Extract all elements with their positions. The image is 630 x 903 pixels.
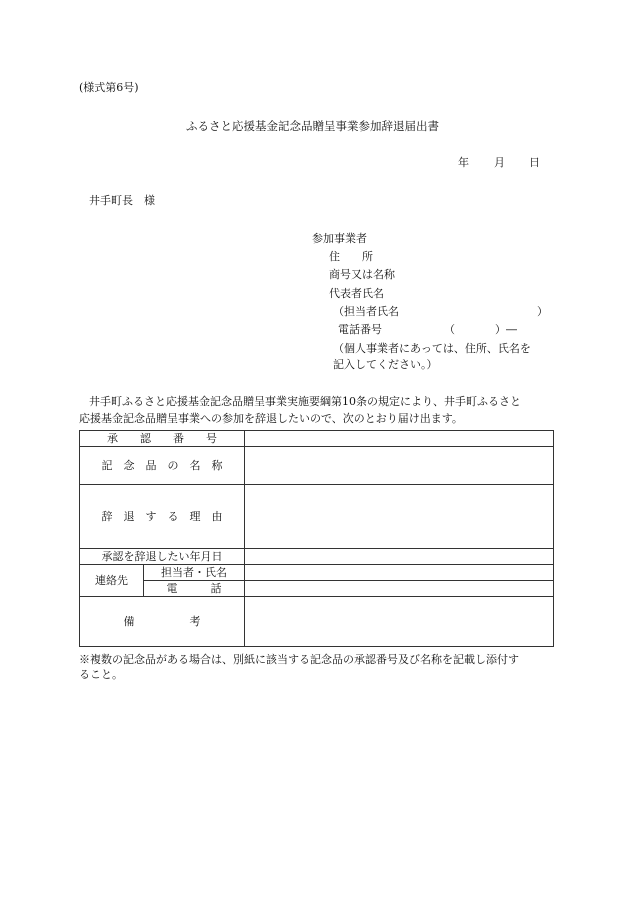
- item-name-label: 記 念 品 の 名 称: [80, 447, 245, 485]
- approval-number-label: 承 認 番 号: [80, 431, 245, 447]
- applicant-heading: 参加事業者: [312, 232, 367, 245]
- withdraw-date-label: 承認を辞退したい年月日: [80, 549, 245, 565]
- body-text-line2: 応援基金記念品贈呈事業への参加を辞退したいので、次のとおり届け出ます。: [79, 412, 463, 425]
- form-number: (様式第6号): [79, 81, 139, 94]
- reason-label: 辞 退 す る 理 由: [80, 485, 245, 549]
- table-row: [80, 549, 554, 565]
- table-row: [80, 485, 554, 549]
- footnote-line2: ること。: [79, 668, 123, 681]
- addressee: 井手町長 様: [89, 194, 155, 207]
- table-row: [80, 431, 554, 447]
- trade-name-label: 商号又は名称: [329, 268, 395, 281]
- date-month: 月: [494, 156, 505, 169]
- document-title: ふるさと応援基金記念品贈呈事業参加辞退届出書: [186, 119, 439, 133]
- item-name-field[interactable]: [245, 447, 554, 485]
- remarks-field[interactable]: [245, 597, 554, 647]
- withdrawal-form-table: [79, 430, 554, 647]
- date-day: 日: [529, 156, 540, 169]
- contact-label: 連絡先: [80, 565, 144, 597]
- table-row: [80, 581, 554, 597]
- contact-person-label: （担当者氏名: [333, 305, 399, 318]
- contact-person-label: 担当者・氏名: [144, 565, 245, 581]
- phone-paren-close: ）―: [495, 323, 517, 336]
- phone-paren-open: （: [444, 323, 455, 336]
- withdraw-date-field[interactable]: [245, 549, 554, 565]
- table-row: [80, 447, 554, 485]
- footnote-line1: ※複数の記念品がある場合は、別紙に該当する記念品の承認番号及び名称を記載し添付す: [79, 653, 519, 666]
- representative-label: 代表者氏名: [329, 287, 384, 300]
- approval-number-field[interactable]: [245, 431, 554, 447]
- table-row: [80, 597, 554, 647]
- table-row: [80, 565, 554, 581]
- phone-label: 電話番号: [338, 323, 382, 336]
- contact-person-close-paren: ）: [537, 305, 548, 318]
- address-label: 住 所: [329, 250, 373, 263]
- applicant-note-line1: （個人事業者にあっては、住所、氏名を: [333, 342, 531, 355]
- phone-field[interactable]: [245, 581, 554, 597]
- date-year: 年: [458, 156, 469, 169]
- remarks-label: 備 考: [80, 597, 245, 647]
- body-text-line1: 井手町ふるさと応援基金記念品贈呈事業実施要綱第10条の規定により、井手町ふるさと: [89, 395, 521, 408]
- applicant-note-line2: 記入してください。）: [333, 358, 438, 371]
- reason-field[interactable]: [245, 485, 554, 549]
- phone-label: 電 話: [144, 581, 245, 597]
- contact-person-field[interactable]: [245, 565, 554, 581]
